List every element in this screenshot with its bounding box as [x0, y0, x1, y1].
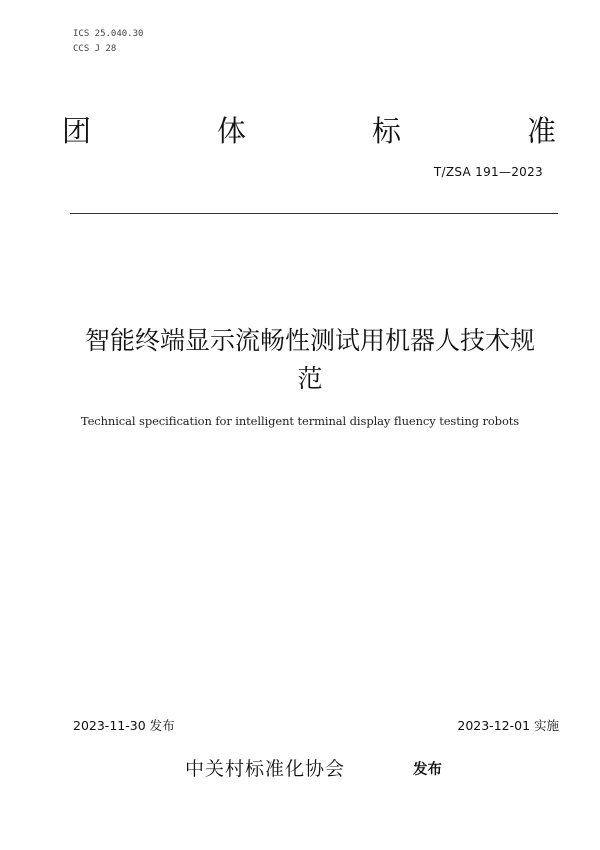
- ics-code: ICS 25.040.30: [73, 29, 144, 39]
- document-title-cn: [60, 322, 560, 398]
- standard-type-char: 团: [62, 114, 92, 148]
- standard-number: T/ZSA 191—2023: [433, 165, 543, 179]
- document-title-en: Technical specification for intelligent terminal display fluency testing robots: [80, 414, 520, 428]
- standard-type-char: 标: [371, 114, 401, 148]
- publish-label: 发布: [413, 762, 442, 778]
- standard-type-char: 体: [216, 114, 246, 148]
- publishing-organization: 中关村标准化协会: [185, 758, 346, 780]
- title-cn-line-2: 范: [297, 364, 323, 393]
- issue-date: 2023-11-30 发布: [73, 718, 175, 733]
- classification-codes: [73, 27, 143, 57]
- implementation-date: 2023-12-01 实施: [457, 718, 559, 733]
- ccs-code: CCS J 28: [73, 44, 117, 54]
- title-cn-line-1: 智能终端显示流畅性测试用机器人技术规: [84, 326, 535, 355]
- standard-type-char: 准: [526, 114, 556, 148]
- divider-line: [70, 213, 558, 214]
- standard-type-heading: [62, 112, 556, 150]
